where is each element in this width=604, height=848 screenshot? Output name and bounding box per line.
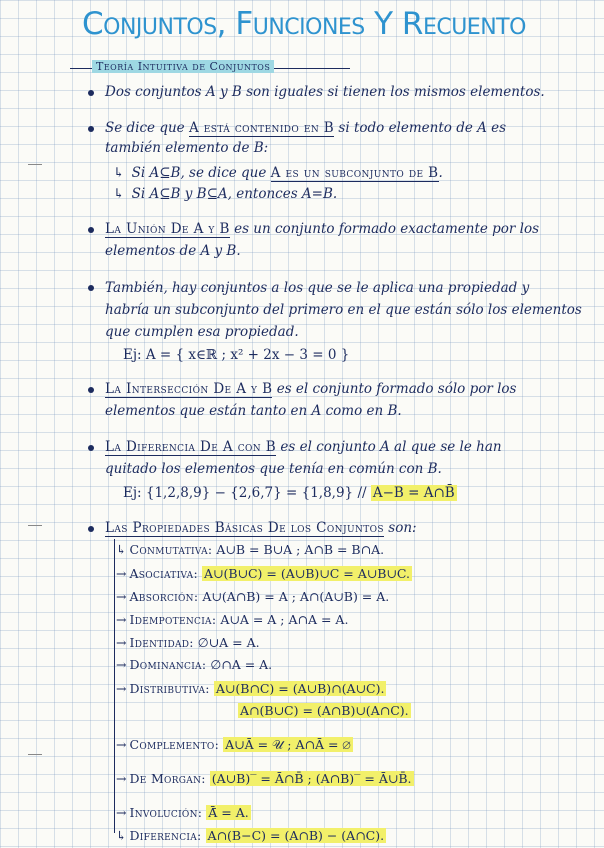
bullet-dot xyxy=(88,387,94,393)
arrow-icon: ↳ xyxy=(116,542,127,557)
note-line xyxy=(113,164,443,182)
note-line: quitado los elementos que tenía en común con B. xyxy=(105,461,442,477)
note-text: son: xyxy=(388,520,417,536)
margin-mark xyxy=(28,525,42,526)
property-formula: Ā̄ = A. xyxy=(208,805,249,820)
arrow-icon: → xyxy=(116,737,127,752)
arrow-icon: → xyxy=(116,805,127,820)
arrow-icon: → xyxy=(116,589,127,604)
property-row xyxy=(116,827,386,845)
property-formula: A∪Ā = 𝒰 ; A∩Ā = ∅ xyxy=(225,737,351,752)
arrow-icon: ↳ xyxy=(116,828,127,843)
note-line xyxy=(113,185,337,203)
note-text: Se dice que xyxy=(105,120,185,136)
separator: // xyxy=(357,485,367,501)
bullet-dot xyxy=(88,285,94,291)
note-line xyxy=(105,519,417,537)
section-heading xyxy=(70,60,350,76)
property-row xyxy=(116,541,384,559)
property-name: Identidad: xyxy=(129,635,194,650)
note-text: si todo elemento de A es xyxy=(338,120,507,136)
note-line xyxy=(105,220,539,238)
term-difference: La Diferencia De A con B xyxy=(105,439,277,455)
margin-mark xyxy=(28,164,42,165)
bullet-dot xyxy=(88,526,94,532)
arrow-icon: → xyxy=(116,635,127,650)
highlighted-formula: A−B = A∩B̄ xyxy=(372,485,455,501)
example-line xyxy=(123,484,457,502)
note-line xyxy=(105,119,506,137)
example-line: Ej: A = { x∈ℝ ; x² + 2x − 3 = 0 } xyxy=(123,347,350,363)
note-line xyxy=(105,380,516,398)
note-text: . xyxy=(438,165,443,181)
bullet-dot xyxy=(88,90,94,96)
property-formula: A∩(B∪C) = (A∩B)∪(A∩C). xyxy=(240,703,409,718)
bullet-dot xyxy=(88,445,94,451)
property-row xyxy=(116,804,251,822)
property-name: Complemento: xyxy=(129,737,220,752)
note-line: que cumplen esa propiedad. xyxy=(105,324,299,340)
arrow-icon: → xyxy=(116,612,127,627)
arrow-icon: → xyxy=(116,771,127,786)
note-line: Dos conjuntos A y B son iguales si tienen los mismos elementos. xyxy=(105,84,545,100)
arrow-icon: → xyxy=(116,681,127,696)
property-row xyxy=(116,611,348,629)
note-text: es el conjunto formado sólo por los xyxy=(276,381,517,397)
term-subset: A es un subconjunto de B xyxy=(270,165,439,181)
note-line: elementos que están tanto en A como en B. xyxy=(105,403,402,419)
term-properties: Las Propiedades Básicas De los Conjuntos xyxy=(105,520,384,536)
property-formula: A∪(A∩B) = A ; A∩(A∪B) = A. xyxy=(202,589,390,604)
property-formula: (A∪B)‾ = Ā∩B̄ ; (A∩B)‾ = Ā∪B̄. xyxy=(211,771,412,786)
note-line xyxy=(105,438,502,456)
note-line: habría un subconjunto del primero en el que están sólo los elementos xyxy=(105,302,582,318)
note-text: Si A⊆B y B⊆A, entonces A=B. xyxy=(131,186,338,202)
property-row xyxy=(116,680,386,698)
property-row xyxy=(238,702,411,720)
arrow-icon: → xyxy=(116,657,127,672)
property-row xyxy=(116,588,389,606)
bullet-dot xyxy=(88,126,94,132)
property-name: Absorción: xyxy=(129,589,199,604)
arrow-icon: ↳ xyxy=(113,186,125,202)
term-intersection: La Intersección De A y B xyxy=(105,381,273,397)
bullet-dot xyxy=(88,227,94,233)
property-name: Dominancia: xyxy=(129,657,207,672)
property-row xyxy=(116,656,272,674)
property-name: Asociativa: xyxy=(129,566,198,581)
arrow-icon: → xyxy=(116,566,127,581)
section-heading-text: Teoría Intuitiva de Conjuntos xyxy=(92,60,274,73)
property-row xyxy=(116,736,353,754)
property-row xyxy=(116,770,414,788)
property-formula: ∅∪A = A. xyxy=(197,635,260,650)
property-formula: A∪(B∪C) = (A∪B)∪C = A∪B∪C. xyxy=(203,566,411,581)
page-title: Conjuntos, Funciones Y Recuento xyxy=(82,6,526,42)
property-formula: A∩(B−C) = (A∩B) − (A∩C). xyxy=(207,828,385,843)
property-formula: ∅∩A = A. xyxy=(210,657,273,672)
note-text: es el conjunto A al que se le han xyxy=(280,439,502,455)
property-name: Idempotencia: xyxy=(129,612,217,627)
margin-mark xyxy=(28,754,42,755)
note-text: Si A⊆B, se dice que xyxy=(131,165,267,181)
property-name: De Morgan: xyxy=(129,771,206,786)
property-name: Diferencia: xyxy=(129,828,202,843)
property-row xyxy=(116,634,260,652)
note-text: es un conjunto formado exactamente por los xyxy=(234,221,540,237)
property-formula: A∪(B∩C) = (A∪B)∩(A∪C). xyxy=(215,681,385,696)
property-formula: A∪A = A ; A∩A = A. xyxy=(220,612,349,627)
property-tree-line xyxy=(114,539,115,833)
note-line: también elemento de B: xyxy=(105,140,269,156)
term-contained: A está contenido en B xyxy=(188,120,335,136)
term-union: La Unión De A y B xyxy=(105,221,230,237)
arrow-icon: ↳ xyxy=(113,165,125,181)
property-formula: A∪B = B∪A ; A∩B = B∩A. xyxy=(216,542,385,557)
property-name: Conmutativa: xyxy=(129,542,213,557)
property-row xyxy=(116,565,412,583)
example-text: Ej: {1,2,8,9} − {2,6,7} = {1,8,9} xyxy=(123,485,354,501)
property-name: Distributiva: xyxy=(129,681,210,696)
property-name: Involución: xyxy=(129,805,203,820)
note-line: elementos de A y B. xyxy=(105,243,241,259)
note-line: También, hay conjuntos a los que se le aplica una propiedad y xyxy=(105,280,530,296)
